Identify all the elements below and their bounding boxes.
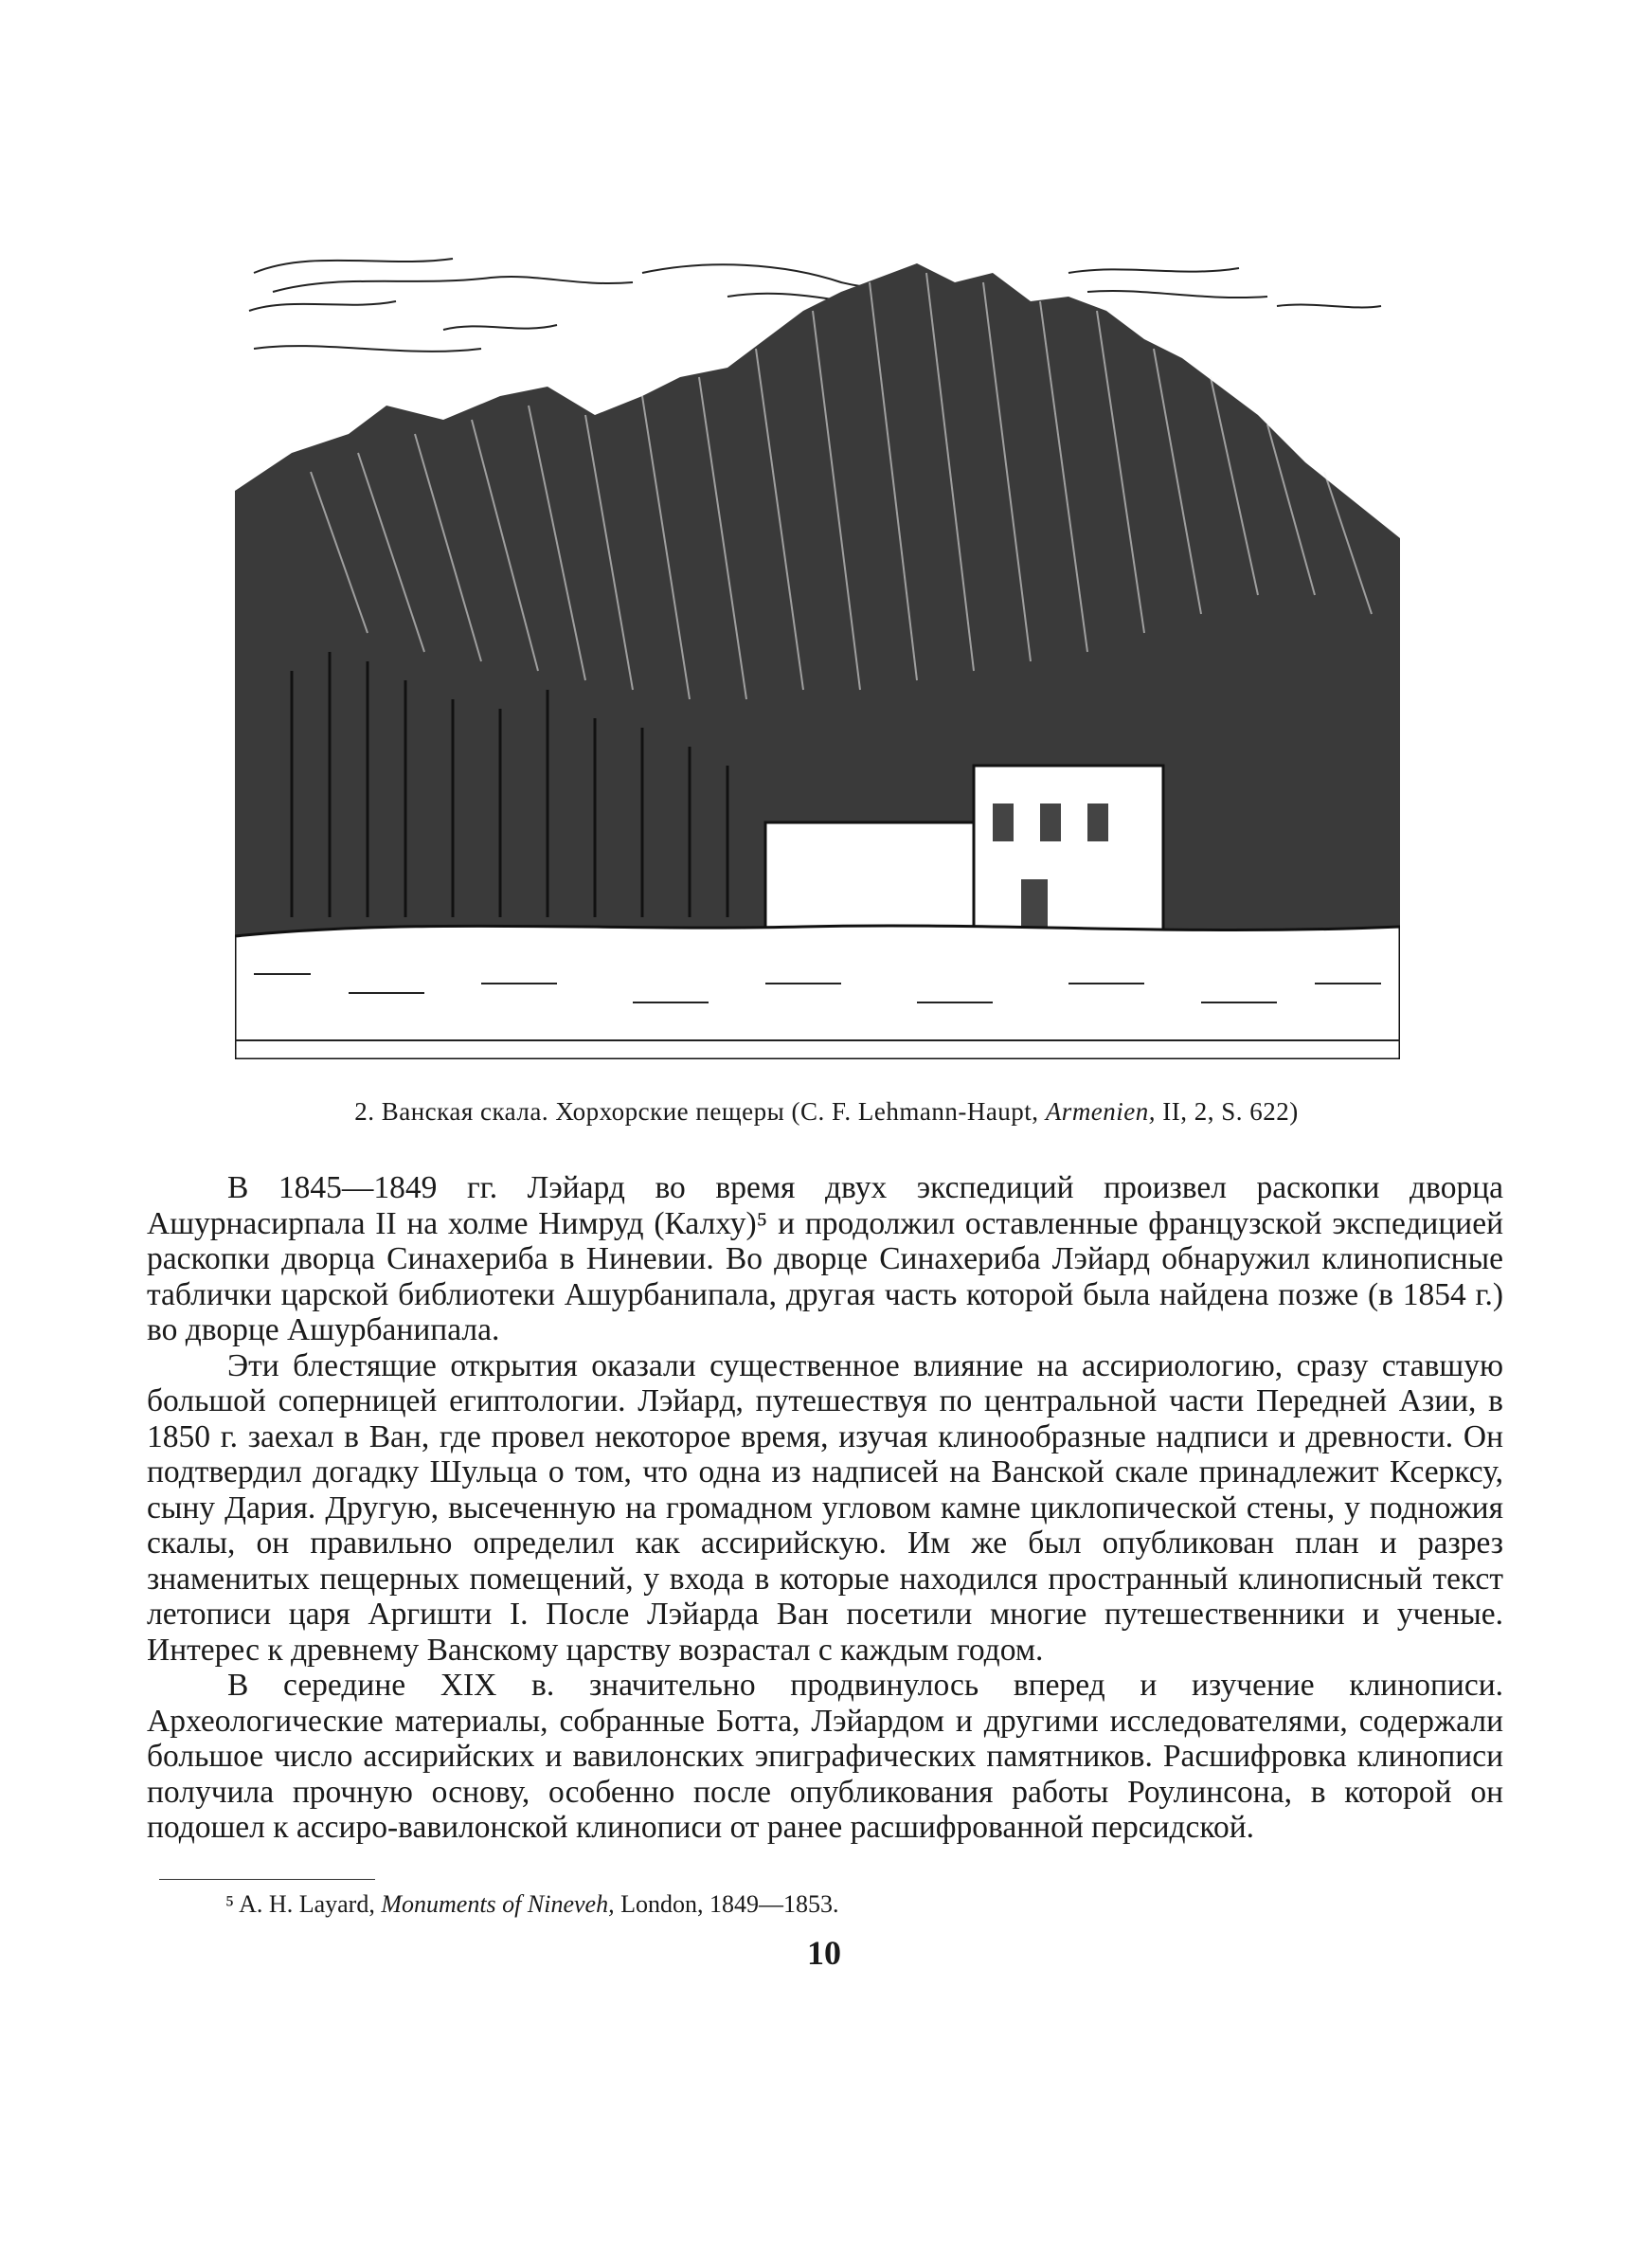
page-number: 10: [807, 1934, 841, 1972]
footnote-author: A. H. Layard,: [239, 1890, 375, 1918]
footnote: [225, 1890, 838, 1919]
footnote-divider: [159, 1879, 375, 1880]
footnote-marker: ⁵: [225, 1890, 235, 1918]
main-text: [147, 1170, 1503, 1846]
caption-number: 2.: [354, 1097, 375, 1126]
footnote-title: Monuments of Nineveh,: [381, 1890, 615, 1918]
footnote-imprint: London, 1849—1853.: [620, 1890, 839, 1918]
engraving-image: [235, 254, 1400, 1059]
paragraph: В 1845—1849 гг. Лэйард во время двух экспедиций произвел раскопки дворца Ашурнасирпала II на холме Нимруд (Калху)⁵ и продолжил оставленные французской экспедицией раскопки дворца Синахериба в Ниневии. Во дворце Синахериба Лэйард обнаружил клинописные таблички царской библиотеки Ашурбанипала, другая часть которой была найдена позже (в 1854 г.) во дворце Ашурбанипала.: [147, 1170, 1503, 1347]
illustration-van-rock: [235, 254, 1400, 1059]
caption-source: (C. F. Lehmann-Haupt,: [791, 1097, 1039, 1126]
paragraph: Эти блестящие открытия оказали существенное влияние на ассириологию, сразу ставшую большой соперницей египтологии. Лэйард, путешествуя по центральной части Передней Азии, в 1850 г. заехал в Ван, где провел некоторое время, изучая клинообразные надписи и древности. Он подтвердил догадку Шульца о том, что одна из надписей на Ванской скале принадлежит Ксерксу, сыну Дария. Другую, высеченную на громадном угловом камне циклопической стены, у подножия скалы, он правильно определил как ассирийскую. Им же был опубликован план и разрез знаменитых пещерных помещений, у входа в которые находился пространный клинописный текст летописи царя Аргишти I. После Лэйарда Ван посетили многие путешественники и ученые. Интерес к древнему Ванскому царству возрастал с каждым годом.: [147, 1347, 1503, 1668]
caption-source-ref: II, 2, S. 622): [1162, 1097, 1299, 1126]
caption-title: Ванская скала. Хорхорские пещеры: [381, 1097, 785, 1126]
paragraph: В середине XIX в. значительно продвинулось вперед и изучение клинописи. Археологические материалы, собранные Ботта, Лэйардом и другими исследователями, содержали большое число ассирийских и вавилонских эпиграфических памятников. Расшифровка клинописи получила прочную основу, особенно после опубликования работы Роулинсона, в которой он подошел к ассиро-вавилонской клинописи от ранее расшифрованной персидской.: [147, 1668, 1503, 1845]
caption-source-work: Armenien,: [1045, 1097, 1157, 1126]
figure-caption: [189, 1097, 1463, 1127]
